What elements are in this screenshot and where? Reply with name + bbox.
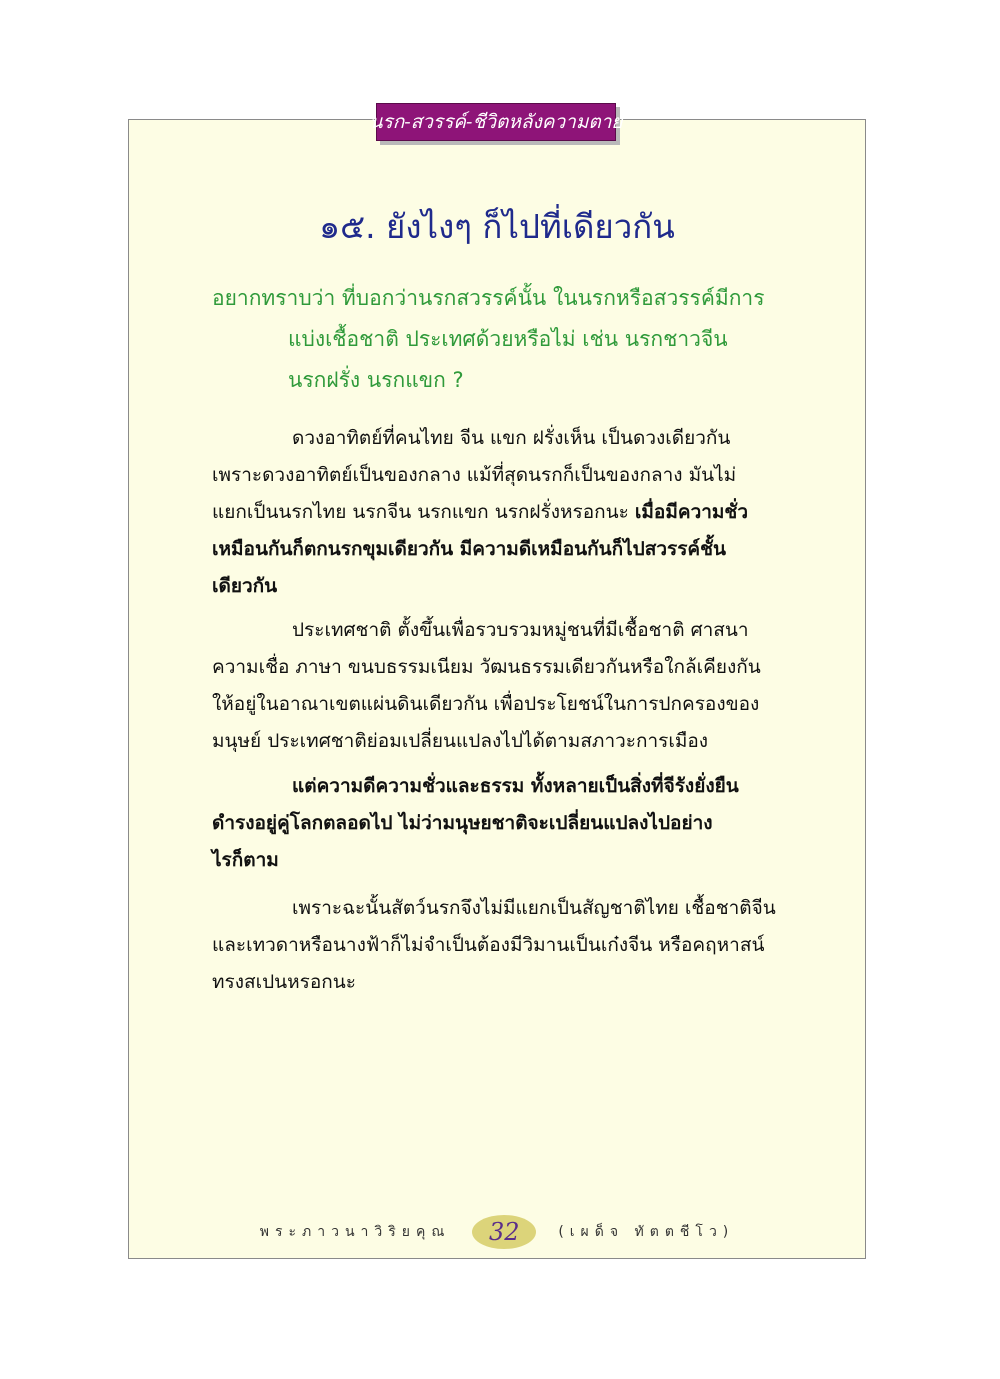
section-header-tab [369,103,623,141]
emphasis-line: ดำรงอยู่คู่โลกตลอดไป ไม่ว่ามนุษยชาติจะเปลี่ยนแปลงไปอย่าง [212,812,713,834]
paragraph-text: แยกเป็นนรกไทย นรกจีน นรกแขก นรกฝรั่งหรอกนะ [212,501,635,523]
page-number: 32 [489,1218,520,1246]
section-header-label: นรก-สวรรค์-ชีวิตหลังความตาย [369,111,623,133]
question-line: อยากทราบว่า ที่บอกว่านรกสวรรค์นั้น ในนรกหรือสวรรค์มีการ [212,286,765,310]
paragraph-line: และเทวดาหรือนางฟ้าก็ไม่จำเป็นต้องมีวิมานเป็นเก๋งจีน หรือคฤหาสน์ [212,934,765,956]
chapter-title: ๑๕. ยังไงๆ ก็ไปที่เดียวกัน [319,207,675,246]
paragraph-line: ทรงสเปนหรอกนะ [212,971,356,993]
emphasis-text: เมื่อมีความชั่ว [634,501,748,523]
emphasis-line: เหมือนกันก็ตกนรกขุมเดียวกัน มีความดีเหมือนกันก็ไปสวรรค์ชั้น [212,538,726,560]
paragraph-line: ความเชื่อ ภาษา ขนบธรรมเนียม วัฒนธรรมเดียวกันหรือใกล้เคียงกัน [212,656,761,678]
question-line: แบ่งเชื้อชาติ ประเทศด้วยหรือไม่ เช่น นรกชาวจีน [288,327,728,351]
emphasis-line: เดียวกัน [212,575,278,597]
paragraph-line [212,494,812,531]
question-line: นรกฝรั่ง นรกแขก ? [288,368,464,392]
answer-paragraph-3 [212,768,812,879]
emphasis-line: ไรก็ตาม [212,849,279,871]
answer-paragraph-1 [212,420,812,605]
paragraph-line: ให้อยู่ในอาณาเขตแผ่นดินเดียวกัน เพื่อประโยชน์ในการปกครองของ [212,693,760,715]
answer-paragraph-2 [212,612,812,760]
page-number-badge [472,1215,536,1249]
paragraph-line: เพราะฉะนั้นสัตว์นรกจึงไม่มีแยกเป็นสัญชาติไทย เชื้อชาติจีน [292,897,776,919]
paragraph-line: เพราะดวงอาทิตย์เป็นของกลาง แม้ที่สุดนรกก็เป็นของกลาง มันไม่ [212,464,737,486]
answer-paragraph-4 [212,890,812,1001]
page-footer [128,1208,866,1256]
emphasis-line: แต่ความดีความชั่วและธรรม ทั้งหลายเป็นสิ่งที่จีรังยั่งยืน [292,775,739,797]
footer-book-title: พระภาวนาวิริยคุณ [259,1224,451,1240]
paragraph-line: ดวงอาทิตย์ที่คนไทย จีน แขก ฝรั่งเห็น เป็นดวงเดียวกัน [292,427,731,449]
paragraph-line: ประเทศชาติ ตั้งขึ้นเพื่อรวบรวมหมู่ชนที่มีเชื้อชาติ ศาสนา [292,619,749,641]
question-block [212,278,812,401]
footer-author: (เผด็จ ทัตตชีโว) [558,1224,735,1240]
paragraph-line: มนุษย์ ประเทศชาติย่อมเปลี่ยนแปลงไปได้ตามสภาวะการเมือง [212,730,709,752]
